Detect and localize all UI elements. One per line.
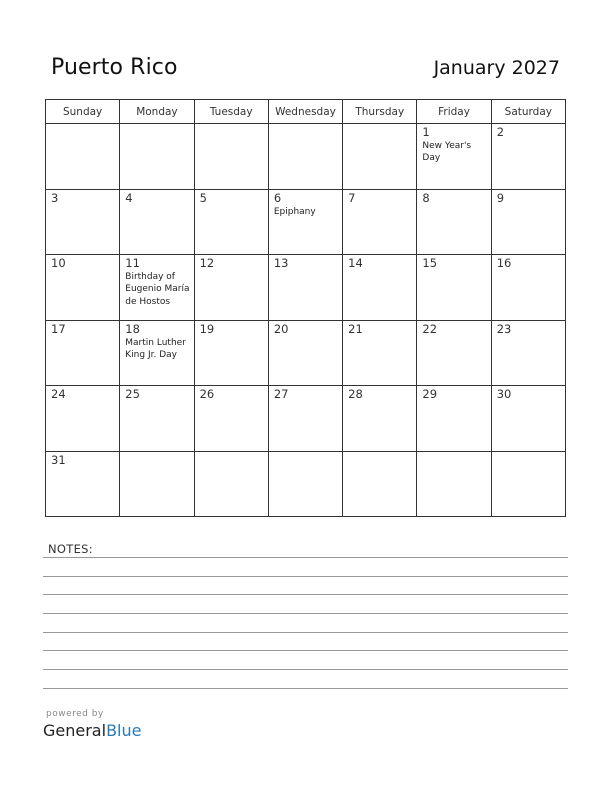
week-row bbox=[46, 386, 566, 452]
day-cell bbox=[268, 255, 342, 321]
note-line bbox=[43, 650, 568, 651]
brand-blue-text: Blue bbox=[106, 721, 142, 740]
day-cell bbox=[343, 124, 417, 190]
day-cell bbox=[194, 255, 268, 321]
day-cell bbox=[268, 124, 342, 190]
note-line bbox=[43, 613, 568, 614]
day-number: 4 bbox=[125, 190, 133, 205]
holiday-label: Martin Luther King Jr. Day bbox=[125, 337, 186, 360]
weekday-header-tuesday: Tuesday bbox=[194, 100, 268, 124]
day-number: 6 bbox=[273, 190, 282, 205]
day-number bbox=[343, 452, 416, 454]
day-number bbox=[269, 124, 342, 126]
note-line bbox=[43, 669, 568, 670]
day-number: 19 bbox=[199, 321, 215, 336]
day-cell bbox=[491, 255, 565, 321]
day-number: 5 bbox=[199, 190, 207, 205]
weekday-header-friday: Friday bbox=[417, 100, 491, 124]
day-cell bbox=[417, 386, 491, 452]
week-row bbox=[46, 255, 566, 321]
day-number: 10 bbox=[51, 256, 66, 270]
weekday-header-sunday: Sunday bbox=[46, 100, 120, 124]
brand-logo bbox=[43, 721, 141, 740]
weekday-header-thursday: Thursday bbox=[343, 100, 417, 124]
day-cell bbox=[491, 124, 565, 190]
day-number bbox=[269, 452, 342, 454]
day-cell bbox=[120, 124, 194, 190]
day-number bbox=[343, 124, 416, 126]
brand-general-text: General bbox=[43, 721, 107, 740]
day-number: 16 bbox=[496, 256, 512, 270]
day-number: 26 bbox=[199, 387, 215, 401]
day-number bbox=[417, 452, 490, 454]
day-number: 27 bbox=[273, 387, 289, 401]
day-cell bbox=[194, 189, 268, 255]
note-line bbox=[43, 632, 568, 633]
day-number bbox=[195, 124, 268, 126]
calendar-body bbox=[46, 124, 566, 517]
day-cell bbox=[343, 451, 417, 517]
day-cell bbox=[268, 451, 342, 517]
weekday-header-row bbox=[46, 100, 566, 124]
note-line bbox=[43, 688, 568, 689]
day-cell bbox=[491, 189, 565, 255]
day-cell bbox=[343, 320, 417, 386]
day-number bbox=[46, 124, 119, 126]
weekday-header-monday: Monday bbox=[120, 100, 194, 124]
day-number: 28 bbox=[348, 387, 363, 401]
day-number bbox=[120, 124, 193, 126]
note-line bbox=[43, 594, 568, 595]
day-number: 13 bbox=[273, 256, 289, 270]
day-cell bbox=[417, 189, 491, 255]
day-cell bbox=[417, 451, 491, 517]
calendar-grid bbox=[45, 99, 566, 517]
day-cell bbox=[194, 320, 268, 386]
day-cell bbox=[491, 451, 565, 517]
day-cell bbox=[46, 320, 120, 386]
week-row bbox=[46, 320, 566, 386]
day-cell bbox=[417, 320, 491, 386]
day-cell bbox=[120, 386, 194, 452]
day-number: 24 bbox=[51, 387, 66, 401]
day-cell bbox=[120, 320, 194, 386]
day-number: 18 bbox=[125, 321, 140, 336]
weekday-header-saturday: Saturday bbox=[491, 100, 565, 124]
day-number: 31 bbox=[51, 452, 66, 467]
weekday-header-wednesday: Wednesday bbox=[268, 100, 342, 124]
day-number: 3 bbox=[51, 190, 59, 205]
powered-by-label: powered by bbox=[46, 709, 104, 719]
note-line bbox=[43, 576, 568, 577]
day-number: 1 bbox=[422, 125, 430, 139]
day-number: 2 bbox=[496, 125, 505, 139]
day-number: 8 bbox=[422, 190, 430, 205]
day-cell bbox=[417, 255, 491, 321]
day-number: 7 bbox=[348, 190, 356, 205]
day-number: 14 bbox=[348, 256, 363, 270]
day-cell bbox=[343, 189, 417, 255]
day-number: 12 bbox=[199, 256, 215, 270]
day-cell bbox=[268, 386, 342, 452]
month-year-label: January 2027 bbox=[433, 57, 560, 79]
note-line bbox=[43, 557, 568, 558]
holiday-label: New Year's Day bbox=[422, 141, 472, 164]
day-cell bbox=[491, 386, 565, 452]
notes-label: NOTES: bbox=[48, 542, 93, 556]
day-number: 30 bbox=[496, 387, 512, 401]
day-number: 21 bbox=[348, 321, 363, 336]
day-cell bbox=[120, 255, 194, 321]
day-number: 25 bbox=[125, 387, 140, 401]
day-cell bbox=[46, 255, 120, 321]
page-title: Puerto Rico bbox=[51, 55, 178, 80]
day-cell bbox=[194, 451, 268, 517]
day-number bbox=[195, 452, 268, 454]
day-number bbox=[492, 452, 565, 454]
day-cell bbox=[46, 189, 120, 255]
day-cell bbox=[120, 451, 194, 517]
day-cell bbox=[194, 124, 268, 190]
holiday-label: Birthday of Eugenio María de Hostos bbox=[125, 272, 190, 307]
day-cell bbox=[268, 189, 342, 255]
day-number: 11 bbox=[125, 256, 140, 270]
day-number: 23 bbox=[496, 321, 512, 336]
day-number: 22 bbox=[422, 321, 438, 336]
week-row bbox=[46, 124, 566, 190]
week-row bbox=[46, 189, 566, 255]
day-number bbox=[120, 452, 193, 454]
day-cell bbox=[46, 124, 120, 190]
day-cell bbox=[46, 386, 120, 452]
day-cell bbox=[343, 386, 417, 452]
day-number: 9 bbox=[496, 190, 505, 205]
day-number: 15 bbox=[422, 256, 438, 270]
day-cell bbox=[46, 451, 120, 517]
day-number: 17 bbox=[51, 321, 66, 336]
holiday-label: Epiphany bbox=[273, 206, 316, 217]
day-number: 29 bbox=[422, 387, 438, 401]
day-cell bbox=[417, 124, 491, 190]
day-number: 20 bbox=[273, 321, 289, 336]
day-cell bbox=[343, 255, 417, 321]
day-cell bbox=[268, 320, 342, 386]
day-cell bbox=[194, 386, 268, 452]
day-cell bbox=[120, 189, 194, 255]
day-cell bbox=[491, 320, 565, 386]
week-row bbox=[46, 451, 566, 517]
